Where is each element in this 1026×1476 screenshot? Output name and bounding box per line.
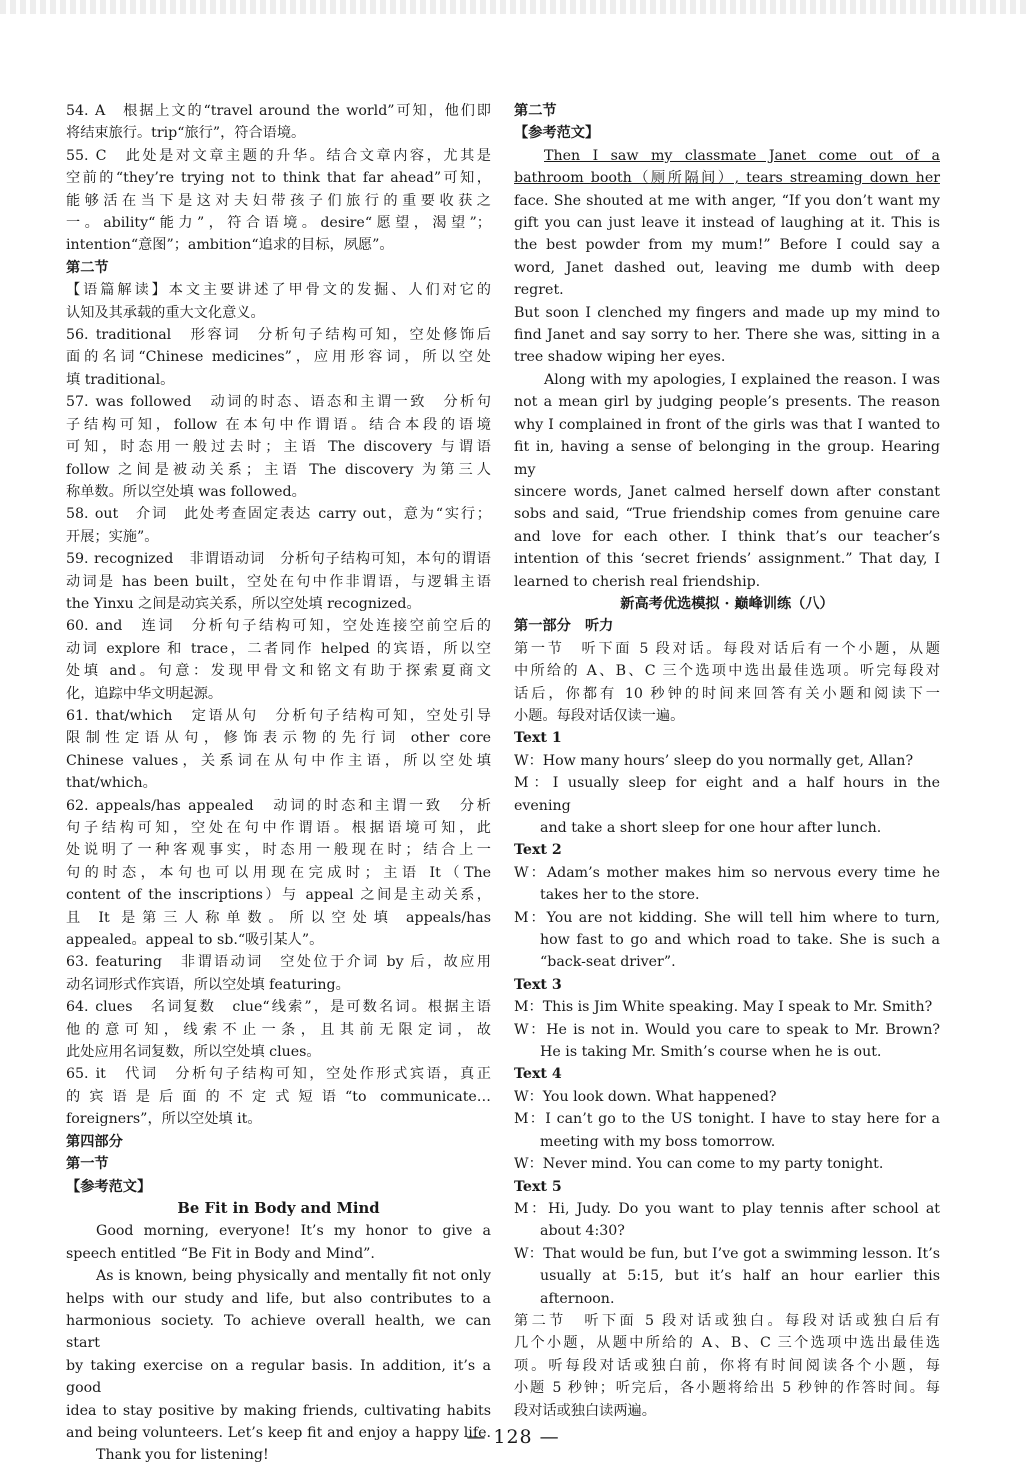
right-column-line: 【参考范文】 [514,125,600,142]
right-column-line: 项。听每段对话或独白前，你将有时间阅读各个小题，每 [514,1357,940,1374]
right-column-line: and love for each other. I think that’s our teacher’s [514,528,940,545]
left-column-line: 【语篇解读】本文主要讲述了甲骨文的发掘、人们对它的 [66,282,491,299]
right-column-line: sincere words, Janet calmed herself down after constant [514,483,940,500]
left-column-line: intention“意图”；ambition“追求的目标，夙愿”。 [66,237,394,254]
left-column-line: 一。ability“能力”，符合语境。desire“愿望，渴望”； [66,215,491,232]
right-column-line: Text 4 [514,1066,562,1083]
right-column-line: meeting with my boss tomorrow. [540,1133,776,1150]
right-column-line: how fast to go and which road to take. She is such a [540,932,940,949]
left-column-line: Thank you for listening! [96,1447,269,1464]
page-number: — 128 — [466,1426,560,1448]
right-column-line: He is taking Mr. Smith’s course when he is out. [540,1044,882,1061]
right-column-line: Text 3 [514,976,562,993]
right-column-line: W：Adam’s mother makes him so nervous every time he [514,864,940,881]
left-column-line: 【参考范文】 [66,1178,152,1195]
right-column-line: find Janet and say sorry to her. There she was, sitting in a [514,327,940,344]
right-column-line: 新高考优选模拟 · 巅峰训练（八） [620,595,834,612]
right-column [514,100,940,1422]
right-column-line: M：Hi, Judy. Do you want to play tennis after school at [514,1200,940,1217]
right-column-line: and take a short sleep for one hour after lunch. [540,820,882,836]
left-column-line: 面的名词“Chinese medicines”，应用形容词，所以空处 [66,349,491,366]
right-column-line: M：I can’t go to the US tonight. I have to stay here for a [514,1111,940,1128]
right-column-line: word, Janet dashed out, leaving me dumb with deep regret. [514,259,940,299]
right-column-line: not a mean girl by judging people’s presents. The reason [514,394,940,411]
left-column-line: 63. featuring 非谓语动词 空处位于介词 by 后，故应用 [66,954,491,971]
left-column-line: 62. appeals/has appealed 动词的时态和主谓一致 分析 [66,797,491,814]
left-column-line: 他的意可知，线索不止一条，且其前无限定词，故 [66,1021,491,1038]
left-column-line: 58. out 介词 此处考查固定表达 carry out，意为“实行； [66,506,491,523]
left-column-line: 54. A 根据上文的“travel around the world”可知，他们即 [66,103,491,119]
left-column-line: 65. it 代词 分析句子结构可知，空处作形式宾语，真正 [66,1066,491,1083]
right-column-line: afternoon. [540,1290,615,1307]
scan-edge-line [0,0,1026,14]
left-column-line: appealed。appeal to sb.“吸引某人”。 [66,932,324,949]
left-column-line: 第一节 [66,1156,109,1173]
right-column-line: 段对话或独白读两遍。 [514,1402,656,1419]
left-column-line: 的宾语是后面的不定式短语“to communicate… [66,1088,491,1105]
left-column-line: Good morning, everyone! It’s my honor to give a [96,1223,491,1240]
right-column-line: Text 5 [514,1178,562,1195]
right-column-line: gift you can just leave it instead of laughing at it. This is [514,215,940,232]
left-column-line: 化，追踪中华文明起源。 [66,685,223,702]
left-column-line: 57. was followed 动词的时态、语态和主谓一致 分析句 [66,394,491,411]
right-column-line: Text 1 [514,730,562,747]
right-column-line: face. She shouted at me with anger, “If you don’t want my [514,192,940,209]
right-column-line: bathroom booth（厕所隔间）, tears streaming down her [514,170,940,187]
right-column-line: M：You are not kidding. She will tell him where to turn, [514,909,940,926]
right-column-line: learned to cherish real friendship. [514,573,761,590]
left-column-line: by taking exercise on a regular basis. In addition, it’s a good [66,1357,491,1397]
left-column-line: Chinese values，关系词在从句中作主语，所以空处填 [66,752,491,769]
left-column-line: 此处应用名词复数，所以空处填 clues。 [66,1044,321,1061]
right-column-line: about 4:30? [540,1223,625,1240]
right-column-line: 几个小题，从题中所给的 A、B、C 三个选项中选出最佳选 [514,1335,940,1352]
left-column-line: 动词 explore 和 trace，二者同作 helped 的宾语，所以空 [66,640,491,657]
right-column-line: 话后，你都有 10 秒钟的时间来回答有关小题和阅读下一 [514,685,940,702]
right-column-line: 中所给的 A、B、C 三个选项中选出最佳选项。听完每段对 [514,663,940,680]
left-column-line: Be Fit in Body and Mind [177,1199,380,1217]
left-column-line: 处说明了一种客观事实，时态用一般现在时；结合上一 [66,842,491,859]
left-column-line: helps with our study and life, but also contributes to a [66,1290,491,1307]
left-column-line: 将结束旅行。trip“旅行”，符合语境。 [66,125,306,142]
left-column-line: 第二节 [66,259,109,276]
right-column-line: 第二节 听下面 5 段对话或独白。每段对话或独白后有 [514,1312,940,1329]
left-column-line: 55. C 此处是对文章主题的升华。结合文章内容，尤其是 [66,147,491,164]
right-column-line: “back-seat driver”. [540,954,676,971]
right-column-line: Then I saw my classmate Janet come out of a [544,147,940,164]
left-column-line: 且 It 是第三人称单数。所以空处填 appeals/has [66,909,491,926]
right-column-line: sobs and said, “True friendship comes from genuine care [514,506,940,523]
right-column-line: 小题。每段对话仅读一遍。 [514,707,685,724]
left-column-line: speech entitled “Be Fit in Body and Mind”. [66,1245,375,1262]
left-column-line: 动名词形式作宾语，所以空处填 featuring。 [66,976,350,993]
right-column-line: intention of this ‘secret friends’ assignment.” That day, I [514,551,940,568]
right-column-line: W：Never mind. You can come to my party tonight. [514,1156,884,1173]
right-column-line: But soon I clenched my fingers and made up my mind to [514,304,940,321]
left-column-line: 处填 and。句意：发现甲骨文和铭文有助于探索夏商文 [66,663,491,680]
left-column-line: 60. and 连词 分析句子结构可知，空处连接空前空后的 [66,618,491,635]
left-column-line: 第四部分 [66,1133,123,1150]
left-column-line: 能够活在当下是这对夫妇带孩子们旅行的重要收获之 [66,192,491,209]
left-column-line: that/which。 [66,775,157,792]
right-column-line: 第二节 [514,103,557,119]
left-column-line: 限制性定语从句，修饰表示物的先行词 other core [66,730,491,747]
left-column-line: foreigners”，所以空处填 it。 [66,1111,262,1128]
left-column-line: 称单数。所以空处填 was followed。 [66,483,306,500]
right-column-line: the best powder from my mum!” Before I could say a [514,237,940,254]
left-column-line: and being volunteers. Let’s keep fit and enjoy a happy life. [66,1424,491,1441]
left-column-line: 开展；实施”。 [66,528,159,545]
left-column-line: As is known, being physically and mentally fit not only [96,1268,491,1285]
left-column-line: the Yinxu 之间是动宾关系，所以空处填 recognized。 [66,595,421,612]
right-column-line: M：This is Jim White speaking. May I speak to Mr. Smith? [514,999,933,1016]
left-column-line: 填 traditional。 [66,371,175,388]
left-column-line: idea to stay positive by making friends, cultivating habits [66,1402,491,1419]
left-column [66,100,491,1467]
right-column-line: 第一部分 听力 [514,618,614,635]
right-column-line: usually at 5:15, but it’s half an hour earlier this [540,1268,940,1285]
left-column-line: content of the inscriptions）与 appeal 之间是主动关系， [66,887,491,904]
left-column-line: 可知，时态用一般过去时；主语 The discovery 与谓语 [66,439,491,456]
left-column-line: 59. recognized 非谓语动词 分析句子结构可知，本句的谓语 [66,551,491,568]
left-column-line: follow 之间是被动关系；主语 The discovery 为第三人 [66,461,491,478]
right-column-line: 小题 5 秒钟；听完后，各小题将给出 5 秒钟的作答时间。每 [514,1380,940,1397]
right-column-line: W：You look down. What happened? [514,1088,777,1105]
left-column-line: 61. that/which 定语从句 分析句子结构可知，空处引导 [66,707,491,724]
right-column-line: takes her to the store. [540,887,700,904]
left-column-line: 空前的“they’re trying not to think that far ahead”可知， [66,170,491,187]
left-column-line: 动词是 has been built，空处在句中作非谓语，与逻辑主语 [66,573,491,590]
right-column-line: tree shadow wiping her eyes. [514,349,726,366]
left-column-line: 64. clues 名词复数 clue“线索”，是可数名词。根据主语 [66,999,491,1016]
left-column-line: harmonious society. To achieve overall health, we can start [66,1312,491,1352]
left-column-line: 认知及其承载的重大文化意义。 [66,304,265,321]
right-column-line: W：That would be fun, but I’ve got a swimming lesson. It’s [514,1245,940,1262]
right-column-line: W：How many hours’ sleep do you normally get, Allan? [514,752,914,769]
left-column-line: 56. traditional 形容词 分析句子结构可知，空处修饰后 [66,327,491,344]
right-column-line: why I complained in front of the girls was that I wanted to [514,416,940,433]
right-column-line: Along with my apologies, I explained the reason. I was [544,371,940,388]
right-column-line: 第一节 听下面 5 段对话。每段对话后有一个小题，从题 [514,640,940,657]
right-column-line: fit in, having a sense of belonging in the group. Hearing my [514,439,940,478]
left-column-line: 子结构可知，follow 在本句中作谓语。结合本段的语境 [66,416,491,433]
left-column-line: 句的时态，本句也可以用现在完成时；主语 It（The [66,864,491,881]
right-column-line: Text 2 [514,842,562,859]
right-column-line: M：I usually sleep for eight and a half hours in the evening [514,775,940,814]
right-column-line: W：He is not in. Would you care to speak to Mr. Brown? [514,1021,940,1038]
left-column-line: 句子结构可知，空处在句中作谓语。根据语境可知，此 [66,820,491,836]
